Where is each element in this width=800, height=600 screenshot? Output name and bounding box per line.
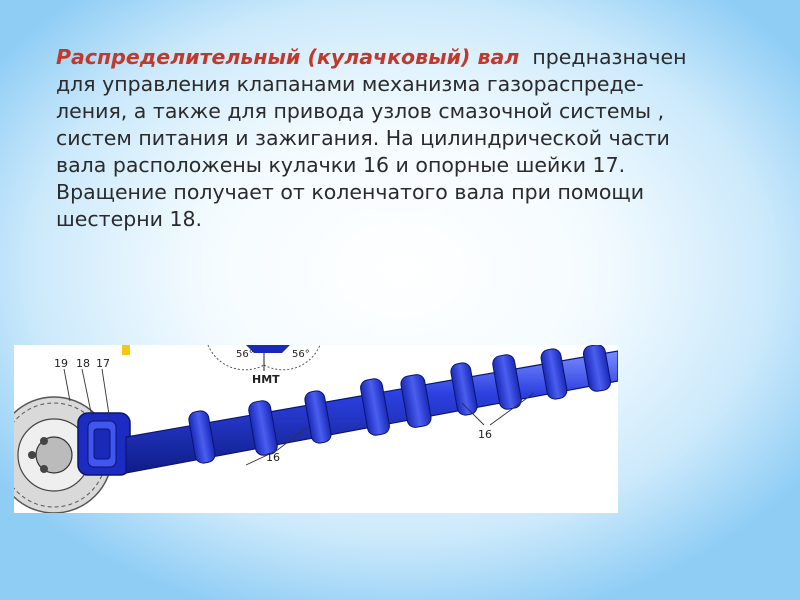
camshaft-body xyxy=(126,345,618,473)
label-19: 19 xyxy=(54,357,68,370)
text-line-3: ления, а также для привода узлов смазочной системы , xyxy=(56,99,665,123)
text-line-2: для управления клапанами механизма газораспреде- xyxy=(56,72,644,96)
slide-text xyxy=(56,44,756,233)
angle-label-left: 56° xyxy=(236,349,254,360)
text-line-4: систем питания и зажигания. На цилиндрической части xyxy=(56,126,670,150)
camshaft-hub xyxy=(78,413,130,475)
text-line-5: вала расположены кулачки 16 и опорные шейки 17. xyxy=(56,153,626,177)
camshaft-term: Распределительный (кулачковый) вал xyxy=(56,45,520,69)
label-17: 17 xyxy=(96,357,110,370)
timing-diagram xyxy=(122,345,320,386)
camshaft-figure xyxy=(14,345,618,513)
text-line-1 xyxy=(56,44,756,71)
label-16-left: 16 xyxy=(266,451,280,464)
camshaft-drawing xyxy=(14,345,618,513)
text-line-6: Вращение получает от коленчатого вала при помощи xyxy=(56,180,645,204)
angle-label-right: 56° xyxy=(292,349,310,360)
text-line-7: шестерни 18. xyxy=(56,207,203,231)
text-line-1-rest: предназначен xyxy=(532,45,687,69)
label-18: 18 xyxy=(76,357,90,370)
nmt-label: НМТ xyxy=(252,373,280,386)
label-16-right: 16 xyxy=(478,428,492,441)
